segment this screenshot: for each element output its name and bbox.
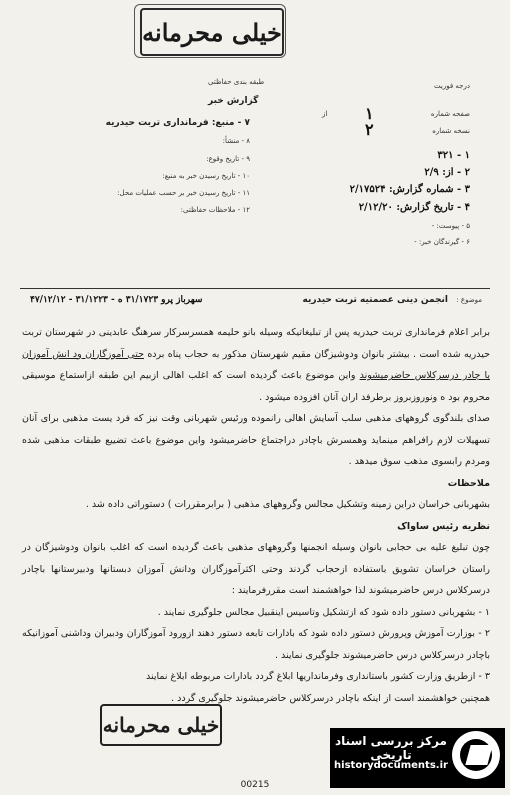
body-paragraph-1-end: واین موضوع باعث گردیده است که اغلب اهالی ازبیم این طبقه ازاستماع موسیقی محروم بود ه ونوروزبروز برطرفد اران آنان افزوده میشود . — [22, 370, 490, 403]
opinion-text: چون تبلیغ علیه بی حجابی بانوان وسیله انجمنها وگروههای مذهبی باعث گردیده است که اغلب بانوان ودوشیزگان در راستان خراسان تشویق باستفاده ازحجاب گردند وحتی اکثرآموزگاران ودانش آموزان دبستانها ودبیرستانها باچادر درسرکلاس درس حاضرمیشوند لذا خواهشمند است مقررفرمایند : — [22, 542, 490, 596]
watermark-title: مرکز بررسی اسناد تاریخی — [335, 734, 447, 762]
page-no-label: صفحه شماره — [430, 110, 470, 118]
form-row-6: ۶ - گیرندگان خبر: - — [414, 238, 470, 246]
copy-no-label: نسخه شماره — [432, 127, 470, 135]
bottom-confidential-stamp: خیلی محرمانه — [100, 704, 222, 746]
opinion-title: نظریه رئیس ساواک — [397, 520, 490, 532]
form-row-1: ۱ - ۳۲۱ — [437, 150, 470, 161]
form-row-9: ۹ - تاریخ وقوع: — [206, 155, 250, 163]
history-documents-logo-icon — [452, 731, 500, 779]
remarks-text: بشهربانی خراسان دراین زمینه وتشکیل مجالس وگروههای مذهبی ( برابرمقررات ) دستوراتی داده شد . — [85, 499, 490, 510]
form-row-5: ۵ - پیوست: - — [431, 222, 470, 230]
subject-label: موضوع : — [456, 296, 482, 304]
form-row-10: ۱۰ - تاریخ رسیدن خبر به منبع: — [162, 172, 250, 180]
request-item-1: ۱ - بشهربانی دستور داده شود که ازتشکیل وتاسیس اینقبیل مجالس جلوگیری نمایند . — [157, 606, 490, 618]
request-item-3: ۳ - ازطریق وزارت کشور باستانداری وفرمانداریها ابلاغ گردد بادارات مربوطه ابلاغ نمایند — [145, 671, 490, 682]
form-row-4: ۴ - تاریخ گزارش: ۲/۱۲/۲۰ — [358, 202, 470, 213]
page-no-value: ۱ — [365, 104, 374, 123]
form-row-11: ۱۱ - تاریخ رسیدن خبر بر حسب عملیات محل: — [117, 189, 250, 197]
form-row-8: ۸ - منشأ: — [222, 137, 250, 145]
page-from-label: از — [322, 110, 328, 118]
request-item-3-continued: همچنین خواهشمند است از اینکه باچادر درسرکلاس حاضرمیشوند جلوگیری گردد . — [171, 692, 490, 704]
form-row-3: ۳ - شماره گزارش: ۲/۱۷۵۲۴ — [349, 184, 470, 195]
page-number: 00215 — [240, 780, 270, 790]
body-underlined-phrase: حتی آموزگاران ود انش آموزان با چادر درسرکلاس حاضرمیشوند — [22, 348, 490, 381]
copy-no-value: ۲ — [365, 120, 374, 139]
body-paragraph-1: برابر اعلام فرمانداری تربت حیدریه پس از تبلیغاتیکه وسیله بانو حلیمه همسرسرکار سرهنگ عابدینی در شهرستان تربت حیدریه شده است . بیشتر بانوان ودوشیزگان مقیم شهرستان مذکور به حجاب پناه برده — [22, 327, 490, 360]
request-item-2: ۲ - بوزارت آموزش وپرورش دستور داده شود که بادارات تابعه دستور دهند ازورود آموزگاران ودبیران وداشنی آموزانیکه باچادر درسرکلاس درس حاضرمیشوند جلوگیری نمایند . — [22, 628, 490, 661]
header-divider — [20, 288, 490, 289]
document-body — [22, 322, 490, 709]
report-title: گزارش خبر — [208, 96, 259, 106]
subject-reference: سهرباز پرو ۳۱/۱۷۲۳ ه - ۳۱/۱۲۲۳ - ۴۷/۱۲/۱۲ — [30, 295, 203, 305]
top-confidential-stamp: خیلی محرمانه — [140, 8, 284, 56]
classification-label: طبقه بندی حفاظتی — [208, 78, 265, 86]
priority-label: درجه فوریت — [434, 82, 470, 90]
watermark-url: historydocuments.ir — [334, 760, 448, 771]
form-row-12: ۱۲ - ملاحظات حفاظتی: — [180, 206, 250, 214]
form-row-2: ۲ - از: ۲/۹ — [424, 167, 470, 178]
form-row-7: ۷ - منبع: فرمانداری تربت حیدریه — [105, 118, 250, 128]
remarks-title: ملاحظات — [447, 477, 490, 489]
body-paragraph-2: صدای بلندگوی گروههای مذهبی سلب آسایش اهالی رانموده ورئیس شهربانی وقت نیز که فرد یست مذهبی برای آنان تسهیلات لازم رافراهم مینماید وهمسرش باچادر دراجتماع حاضرمیشود واین موضوع باعث تضییع طبقات مذهبی شده ومردم رابسوی مذهب سوق میدهد . — [22, 413, 490, 467]
subject-text: انجمن دینی عصمتیه تربت حیدریه — [302, 295, 448, 305]
